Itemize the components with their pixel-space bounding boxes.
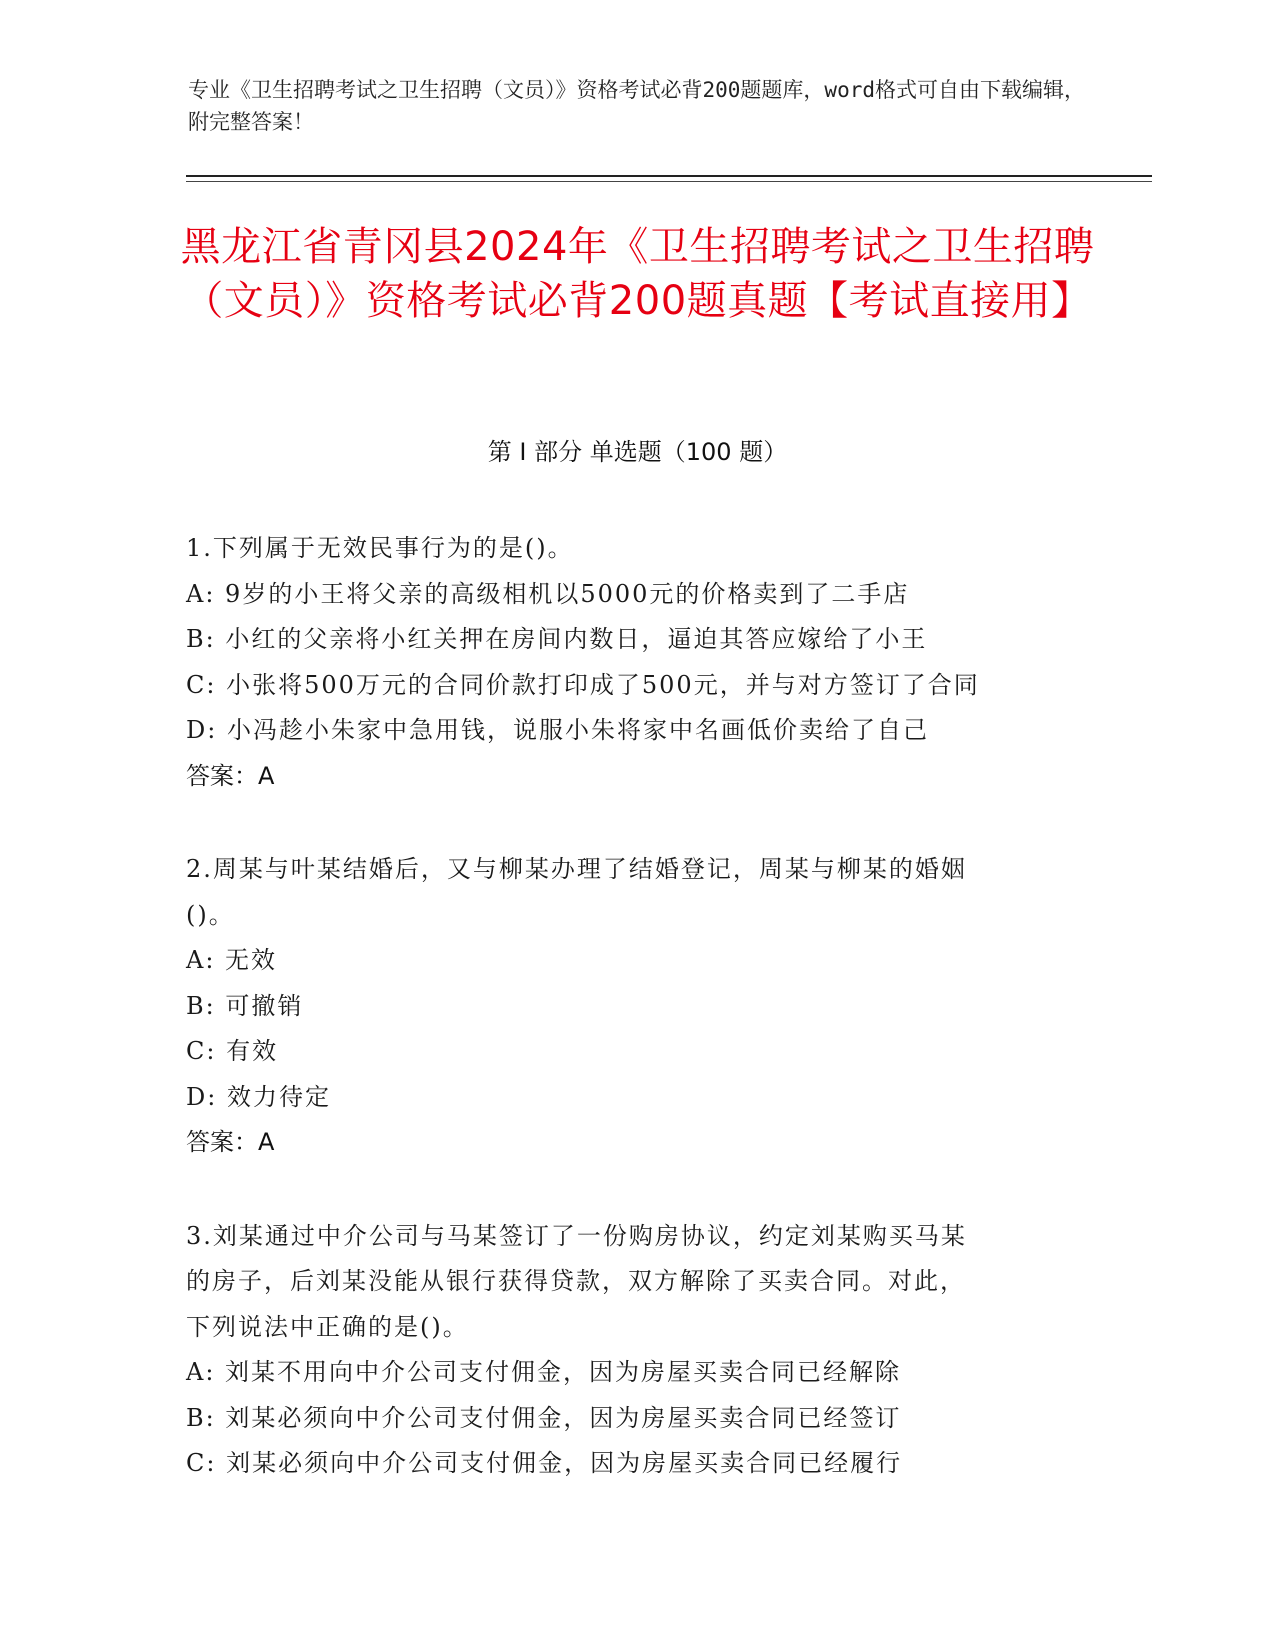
section-heading: 第 I 部分 单选题（100 题） bbox=[487, 438, 788, 466]
option-a: A: 无效 bbox=[186, 946, 278, 974]
option-a: A: 9岁的小王将父亲的高级相机以5000元的价格卖到了二手店 bbox=[186, 579, 910, 608]
question-list bbox=[186, 526, 1076, 1535]
option-b: B: 小红的父亲将小红关押在房间内数日，逼迫其答应嫁给了小王 bbox=[186, 625, 928, 653]
question-2 bbox=[186, 847, 1076, 1166]
question-stem: 1.下列属于无效民事行为的是()。 bbox=[186, 534, 574, 562]
option-d: D: 效力待定 bbox=[186, 1082, 331, 1111]
option-c: C: 小张将500万元的合同价款打印成了500元，并与对方签订了合同 bbox=[186, 670, 980, 699]
question-stem: ()。 bbox=[186, 900, 235, 929]
option-b: B: 可撤销 bbox=[186, 991, 304, 1020]
document-title: 黑龙江省青冈县2024年《卫生招聘考试之卫生招聘（文员）》资格考试必背200题真题【考试直接用】 bbox=[180, 224, 1095, 324]
header-divider-thick bbox=[186, 175, 1152, 177]
question-stem: 的房子，后刘某没能从银行获得贷款，双方解除了买卖合同。对此， bbox=[186, 1267, 966, 1295]
question-stem: 下列说法中正确的是()。 bbox=[186, 1312, 469, 1341]
header-divider-thin bbox=[186, 181, 1152, 182]
answer: 答案：A bbox=[186, 1128, 275, 1156]
option-c: C: 刘某必须向中介公司支付佣金，因为房屋买卖合同已经履行 bbox=[186, 1449, 903, 1477]
option-c: C: 有效 bbox=[186, 1037, 279, 1065]
question-stem: 3.刘某通过中介公司与马某签订了一份购房协议，约定刘某购买马某 bbox=[186, 1221, 967, 1250]
option-b: B: 刘某必须向中介公司支付佣金，因为房屋买卖合同已经签订 bbox=[186, 1403, 902, 1432]
answer: 答案：A bbox=[186, 761, 275, 790]
header-note: 专业《卫生招聘考试之卫生招聘（文员）》资格考试必背200题题库，word格式可自由下载编辑，附完整答案！ bbox=[188, 78, 1085, 134]
option-d: D: 小冯趁小朱家中急用钱，说服小朱将家中名画低价卖给了自己 bbox=[186, 716, 929, 744]
question-stem: 2.周某与叶某结婚后，又与柳某办理了结婚登记，周某与柳某的婚姻 bbox=[186, 855, 967, 883]
option-a: A: 刘某不用向中介公司支付佣金，因为房屋买卖合同已经解除 bbox=[186, 1358, 902, 1386]
question-1 bbox=[186, 526, 1076, 799]
question-3 bbox=[186, 1214, 1076, 1487]
